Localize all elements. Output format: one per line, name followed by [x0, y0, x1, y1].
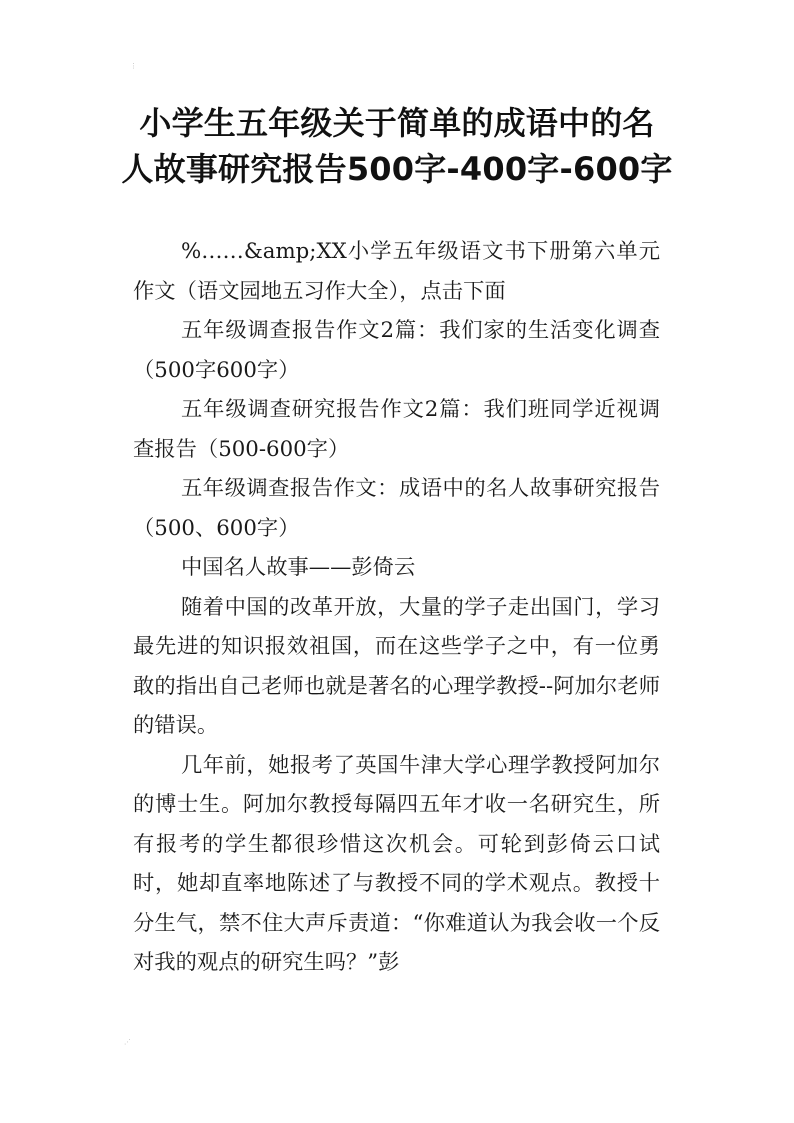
corner-crop-mark-icon: ⋮: [130, 62, 137, 70]
body-paragraph: 五年级调查研究报告作文2篇：我们班同学近视调查报告（500-600字）: [133, 397, 660, 462]
body-paragraph: 随着中国的改革开放，大量的学子走出国门，学习最先进的知识报效祖国，而在这些学子之中，有一位勇敢的指出自己老师也就是著名的心理学教授--阿加尔老师的错误。: [133, 594, 660, 738]
corner-crop-mark-icon: ⋰: [124, 1038, 131, 1046]
document-body: [133, 232, 660, 983]
body-paragraph: 五年级调查报告作文2篇：我们家的生活变化调查（500字600字）: [133, 318, 660, 383]
document-title: [108, 100, 686, 192]
body-paragraph: %……&amp;XX小学五年级语文书下册第六单元作文（语文园地五习作大全），点击下面: [133, 239, 660, 304]
title-line-2: 人故事研究报告500字-400字-600字: [121, 150, 673, 188]
body-paragraph: 几年前，她报考了英国牛津大学心理学教授阿加尔的博士生。阿加尔教授每隔四五年才收一名研究生，所有报考的学生都很珍惜这次机会。可轮到彭倚云口试时，她却直率地陈述了与教授不同的学术观点。教授十分生气，禁不住大声斥责道：“你难道认为我会收一个反对我的观点的研究生吗？”彭: [133, 752, 660, 975]
title-line-1: 小学生五年级关于简单的成语中的名: [139, 104, 655, 142]
body-paragraph: 五年级调查报告作文：成语中的名人故事研究报告（500、600字）: [133, 476, 660, 541]
body-paragraph: 中国名人故事——彭倚云: [181, 555, 416, 580]
